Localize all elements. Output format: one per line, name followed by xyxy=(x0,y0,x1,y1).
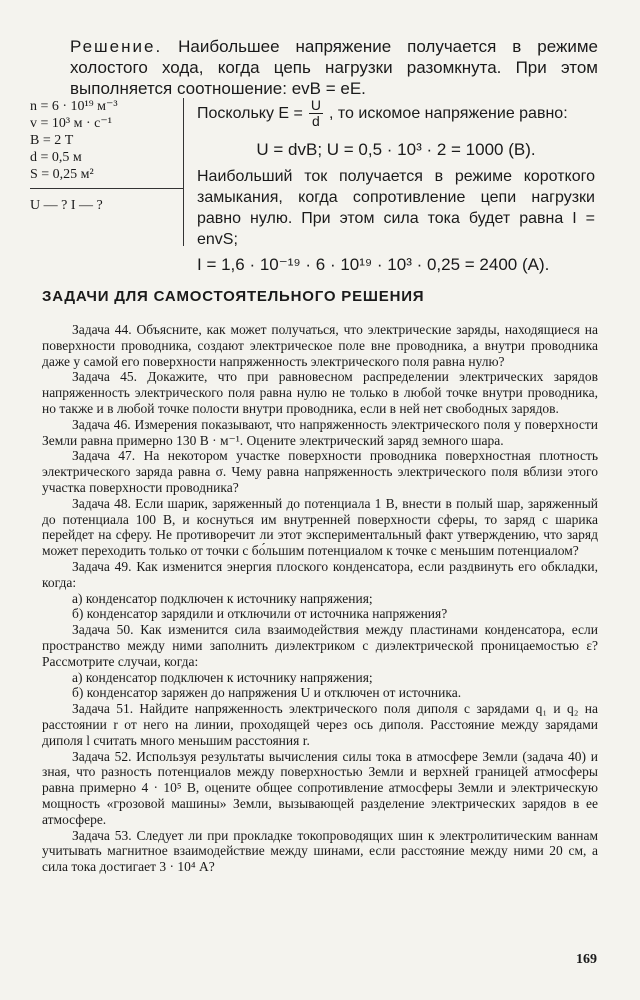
task-46: Задача 46. Измерения показывают, что напряженность электрического поля у поверхности Земли равна примерно 130 В · м⁻¹. Оцените электрический заряд земного шара. xyxy=(42,416,598,448)
current-text: Наибольший ток получается в режиме короткого замыкания, когда сопротивление цепи нагрузки равно нулю. При этом сила тока будет равна I = envS; xyxy=(197,168,595,248)
task-list xyxy=(42,322,598,875)
task-47: Задача 47. На некотором участке поверхности проводника поверхностная плотность электрического заряда равна σ. Чему равна напряженность электрического поля вблизи этого участка поверхности проводника? xyxy=(42,448,598,495)
given-item: v = 10³ м · с⁻¹ xyxy=(30,116,112,131)
solution-intro-text: Наибольшее напряжение получается в режиме холостого хода, когда цепь нагрузки разомкнута. При этом выполняется соотношение: evB = eE. xyxy=(70,37,598,98)
fraction-numerator: U xyxy=(310,97,322,113)
task-53: Задача 53. Следует ли при прокладке токопроводящих шин к электролитическим ваннам учитывать магнитное взаимодействие между шинами, если расстояние между ними 20 см, а сила тока достигает 3 · 10⁴ А? xyxy=(42,827,598,875)
task-44: Задача 44. Объясните, как может получаться, что электрические заряды, находящиеся на поверхности проводника, создают электрическое поле вне проводника, а внутри проводника даже у самой его поверхности напряженность электрического поля равна нулю? xyxy=(42,322,598,369)
solution-intro xyxy=(70,36,598,99)
voltage-relation xyxy=(197,98,595,129)
task-49-item-b: б) конденсатор зарядили и отключили от источника напряжения? xyxy=(72,606,448,622)
given-item: B = 2 Т xyxy=(30,133,74,148)
task-50-item-a: а) конденсатор подключен к источнику напряжения; xyxy=(72,669,373,685)
task-51: Задача 51. Найдите напряженность электрического поля диполя с зарядами q₁ и q₂ на расстоянии r от него на линии, проходящей через ось диполя. Расстояние между зарядами диполя l считать много меньшим расстояния r. xyxy=(42,701,598,748)
given-data xyxy=(30,98,180,214)
page-number: 169 xyxy=(576,952,597,967)
given-item: n = 6 · 10¹⁹ м⁻³ xyxy=(30,99,118,114)
solution-heading-word: Решение. xyxy=(70,37,163,56)
given-divider-vertical xyxy=(183,98,184,246)
fraction xyxy=(309,98,323,129)
since-text: Поскольку E = xyxy=(197,105,303,122)
task-49-item-a: а) конденсатор подключен к источнику напряжения; xyxy=(72,590,373,606)
task-49: Задача 49. Как изменится энергия плоского конденсатора, если раздвинуть его обкладки, когда: xyxy=(42,558,598,590)
since-rest: , то искомое напряжение равно: xyxy=(329,105,568,122)
solution-body xyxy=(197,98,595,275)
current-formula: I = 1,6 · 10⁻¹⁹ · 6 · 10¹⁹ · 10³ · 0,25 = 2400 (А). xyxy=(197,255,550,274)
task-50: Задача 50. Как изменится сила взаимодействия между пластинами конденсатора, если пространство между ними заполнить диэлектриком с диэлектрической проницаемостью ε? Рассмотрите случаи, когда: xyxy=(42,622,598,669)
unknowns: U — ? I — ? xyxy=(30,198,103,213)
task-50-item-b: б) конденсатор заряжен до напряжения U и отключен от источника. xyxy=(72,685,462,701)
given-divider-horizontal xyxy=(30,188,183,189)
task-48: Задача 48. Если шарик, заряженный до потенциала 1 В, внести в полый шар, заряженный до потенциала 100 В, и коснуться им внутренней поверхности сферы, то заряд с шарика перейдет на сферу. Не противоречит ли этот экспериментальный факт утверждению, что заряд может переходить только от точки с бо́льшим потенциалом к точке с меньшим потенциалом? xyxy=(42,495,598,559)
given-item: d = 0,5 м xyxy=(30,150,82,165)
task-52: Задача 52. Используя результаты вычисления силы тока в атмосфере Земли (задача 40) и зная, что разность потенциалов между поверхностью Земли и верхней границей атмосферы равна примерно 4 · 10⁵ В, оцените общее сопротивление атмосферы Земли и электрическую мощность «грозовой машины» Земли, вызывающей разделение электрических зарядов в ее атмосфере. xyxy=(42,748,598,827)
section-title: ЗАДАЧИ ДЛЯ САМОСТОЯТЕЛЬНОГО РЕШЕНИЯ xyxy=(42,288,425,305)
given-item: S = 0,25 м² xyxy=(30,167,94,182)
voltage-formula: U = dvB; U = 0,5 · 10³ · 2 = 1000 (В). xyxy=(256,140,536,159)
fraction-denominator: d xyxy=(312,113,320,129)
task-45: Задача 45. Докажите, что при равновесном распределении электрических зарядов напряженность электрического поля равна нулю не только в любой точке внутри проводника, но также и в любой точке полости внутри проводника, если в ней нет свободных зарядов. xyxy=(42,369,598,416)
